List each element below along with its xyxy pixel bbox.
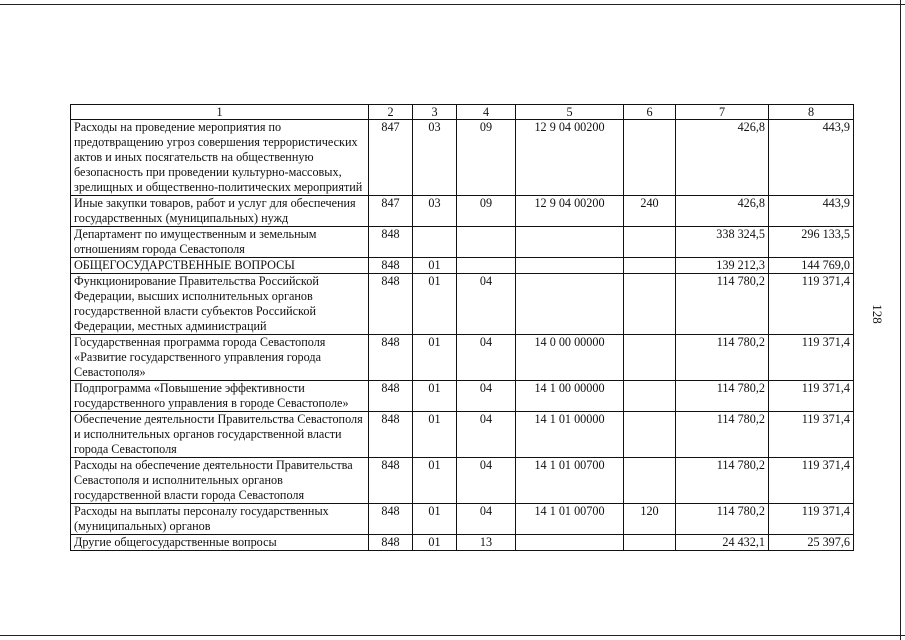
ved-code-cell: 848 [369, 227, 413, 258]
expense-type-cell: 240 [624, 196, 676, 227]
amount-year1-cell: 139 212,3 [676, 258, 769, 274]
amount-year2-cell: 443,9 [769, 120, 854, 196]
amount-year2-cell: 119 371,4 [769, 335, 854, 381]
target-article-cell: 12 9 04 00200 [516, 196, 624, 227]
ved-code-cell: 847 [369, 196, 413, 227]
table-row [71, 381, 854, 412]
name-cell: Другие общегосударственные вопросы [71, 535, 369, 551]
section-cell: 01 [413, 258, 457, 274]
section-cell: 03 [413, 120, 457, 196]
subsection-cell: 04 [457, 504, 516, 535]
header-cell: 6 [624, 105, 676, 120]
amount-year2-cell: 119 371,4 [769, 458, 854, 504]
amount-year1-cell: 114 780,2 [676, 504, 769, 535]
expense-type-cell [624, 458, 676, 504]
ved-code-cell: 848 [369, 458, 413, 504]
name-cell: Подпрограмма «Повышение эффективности государственного управления в городе Севастополе» [71, 381, 369, 412]
section-cell: 01 [413, 458, 457, 504]
table-row [71, 258, 854, 274]
amount-year1-cell: 426,8 [676, 120, 769, 196]
section-cell: 01 [413, 381, 457, 412]
target-article-cell: 14 1 01 00700 [516, 504, 624, 535]
header-cell: 8 [769, 105, 854, 120]
name-cell: Государственная программа города Севастополя «Развитие государственного управления города Севастополя» [71, 335, 369, 381]
table-row [71, 335, 854, 381]
target-article-cell [516, 227, 624, 258]
ved-code-cell: 848 [369, 381, 413, 412]
ved-code-cell: 848 [369, 504, 413, 535]
page-border-right [900, 0, 901, 640]
expense-type-cell [624, 381, 676, 412]
subsection-cell: 04 [457, 274, 516, 335]
page-number: 128 [870, 304, 885, 324]
amount-year2-cell: 144 769,0 [769, 258, 854, 274]
table-row [71, 274, 854, 335]
ved-code-cell: 848 [369, 274, 413, 335]
subsection-cell: 09 [457, 196, 516, 227]
header-cell: 2 [369, 105, 413, 120]
table-row [71, 196, 854, 227]
target-article-cell: 14 1 01 00000 [516, 412, 624, 458]
header-cell: 5 [516, 105, 624, 120]
header-cell: 1 [71, 105, 369, 120]
target-article-cell: 14 1 00 00000 [516, 381, 624, 412]
table-row [71, 120, 854, 196]
ved-code-cell: 847 [369, 120, 413, 196]
name-cell: Функционирование Правительства Российской Федерации, высших исполнительных органов государственной власти субъектов Российской Федерации, местных администраций [71, 274, 369, 335]
subsection-cell [457, 258, 516, 274]
target-article-cell: 12 9 04 00200 [516, 120, 624, 196]
name-cell: ОБЩЕГОСУДАРСТВЕННЫЕ ВОПРОСЫ [71, 258, 369, 274]
section-cell: 01 [413, 535, 457, 551]
section-cell: 01 [413, 274, 457, 335]
amount-year1-cell: 338 324,5 [676, 227, 769, 258]
amount-year2-cell: 119 371,4 [769, 274, 854, 335]
amount-year2-cell: 119 371,4 [769, 504, 854, 535]
table-body [71, 105, 854, 551]
ved-code-cell: 848 [369, 335, 413, 381]
section-cell: 03 [413, 196, 457, 227]
header-cell: 3 [413, 105, 457, 120]
table-row [71, 458, 854, 504]
amount-year1-cell: 426,8 [676, 196, 769, 227]
expense-type-cell [624, 227, 676, 258]
ved-code-cell: 848 [369, 535, 413, 551]
amount-year2-cell: 443,9 [769, 196, 854, 227]
table-row [71, 227, 854, 258]
header-row [71, 105, 854, 120]
amount-year2-cell: 119 371,4 [769, 381, 854, 412]
amount-year1-cell: 114 780,2 [676, 381, 769, 412]
expense-type-cell [624, 258, 676, 274]
subsection-cell: 04 [457, 335, 516, 381]
name-cell: Расходы на проведение мероприятия по предотвращению угроз совершения террористических актов и иных посягательств на общественную безопасность при проведении культурно-массовых, зрелищных и общественно-политических мероприятий [71, 120, 369, 196]
target-article-cell [516, 258, 624, 274]
header-cell: 4 [457, 105, 516, 120]
subsection-cell: 13 [457, 535, 516, 551]
name-cell: Расходы на выплаты персоналу государственных (муниципальных) органов [71, 504, 369, 535]
subsection-cell [457, 227, 516, 258]
section-cell [413, 227, 457, 258]
subsection-cell: 09 [457, 120, 516, 196]
amount-year2-cell: 119 371,4 [769, 412, 854, 458]
name-cell: Департамент по имущественным и земельным отношениям города Севастополя [71, 227, 369, 258]
section-cell: 01 [413, 412, 457, 458]
section-cell: 01 [413, 335, 457, 381]
page-border-top [0, 4, 905, 5]
expense-type-cell [624, 535, 676, 551]
target-article-cell: 14 0 00 00000 [516, 335, 624, 381]
amount-year1-cell: 24 432,1 [676, 535, 769, 551]
table-row [71, 412, 854, 458]
page-border-bottom [0, 635, 905, 636]
expense-type-cell [624, 274, 676, 335]
expense-type-cell [624, 335, 676, 381]
expense-type-cell: 120 [624, 504, 676, 535]
amount-year1-cell: 114 780,2 [676, 274, 769, 335]
target-article-cell [516, 274, 624, 335]
amount-year2-cell: 296 133,5 [769, 227, 854, 258]
amount-year2-cell: 25 397,6 [769, 535, 854, 551]
table-row [71, 504, 854, 535]
target-article-cell [516, 535, 624, 551]
subsection-cell: 04 [457, 381, 516, 412]
header-cell: 7 [676, 105, 769, 120]
name-cell: Расходы на обеспечение деятельности Правительства Севастополя и исполнительных органов государственной власти города Севастополя [71, 458, 369, 504]
name-cell: Обеспечение деятельности Правительства Севастополя и исполнительных органов государственной власти города Севастополя [71, 412, 369, 458]
amount-year1-cell: 114 780,2 [676, 458, 769, 504]
ved-code-cell: 848 [369, 412, 413, 458]
subsection-cell: 04 [457, 458, 516, 504]
table-row [71, 535, 854, 551]
expense-type-cell [624, 120, 676, 196]
amount-year1-cell: 114 780,2 [676, 412, 769, 458]
name-cell: Иные закупки товаров, работ и услуг для обеспечения государственных (муниципальных) нужд [71, 196, 369, 227]
expense-type-cell [624, 412, 676, 458]
section-cell: 01 [413, 504, 457, 535]
subsection-cell: 04 [457, 412, 516, 458]
budget-table [70, 104, 854, 551]
amount-year1-cell: 114 780,2 [676, 335, 769, 381]
target-article-cell: 14 1 01 00700 [516, 458, 624, 504]
ved-code-cell: 848 [369, 258, 413, 274]
